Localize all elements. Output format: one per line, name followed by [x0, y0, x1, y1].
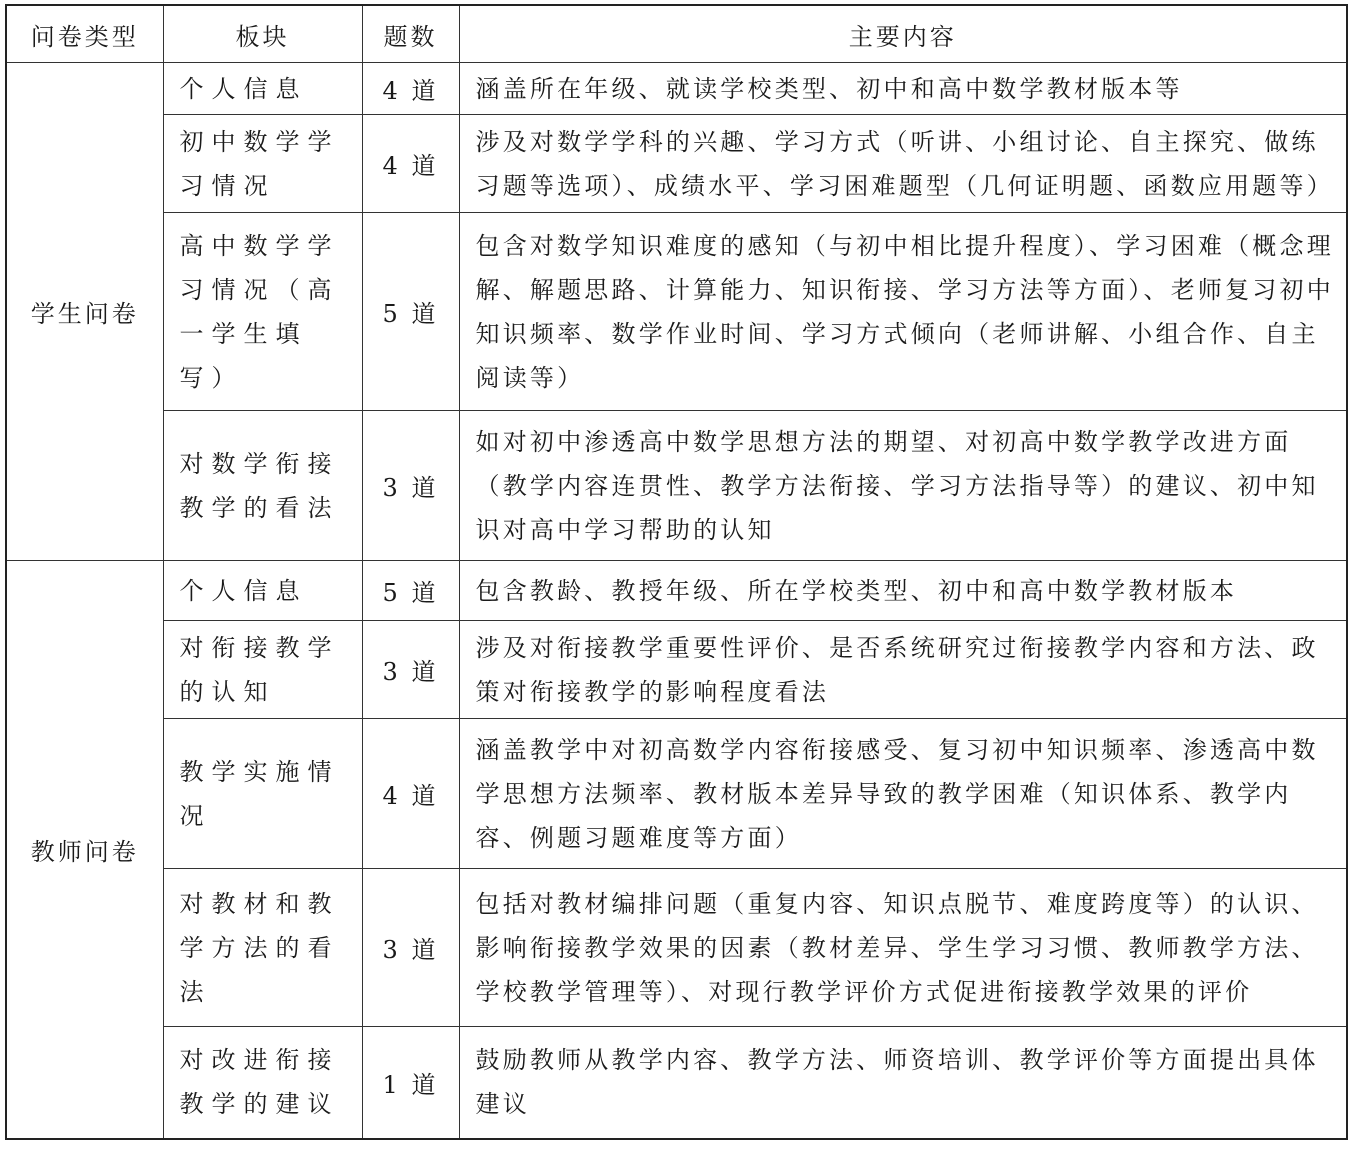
section-cell: 高中数学学习情况（高一学生填写）	[163, 213, 362, 411]
count-cell: 3 道	[362, 621, 459, 719]
count-cell: 3 道	[362, 869, 459, 1027]
header-section: 板块	[163, 5, 362, 63]
content-cell: 涉及对衔接教学重要性评价、是否系统研究过衔接教学内容和方法、政策对衔接教学的影响程度看法	[459, 621, 1347, 719]
content-cell: 涵盖所在年级、就读学校类型、初中和高中数学教材版本等	[459, 63, 1347, 115]
table-row	[6, 115, 1347, 213]
table-row	[6, 561, 1347, 621]
table-row	[6, 621, 1347, 719]
section-cell: 对教材和教学方法的看法	[163, 869, 362, 1027]
section-cell: 个人信息	[163, 63, 362, 115]
table-row	[6, 63, 1347, 115]
count-cell: 1 道	[362, 1027, 459, 1139]
table-row	[6, 719, 1347, 869]
table-row	[6, 1027, 1347, 1139]
count-cell: 5 道	[362, 561, 459, 621]
count-cell: 4 道	[362, 115, 459, 213]
content-cell: 包括对教材编排问题（重复内容、知识点脱节、难度跨度等）的认识、影响衔接教学效果的因素（教材差异、学生学习习惯、教师教学方法、学校教学管理等）、对现行教学评价方式促进衔接教学效果的评价	[459, 869, 1347, 1027]
table-header-row	[6, 5, 1347, 63]
section-cell: 对数学衔接教学的看法	[163, 411, 362, 561]
count-cell: 4 道	[362, 719, 459, 869]
content-cell: 涵盖教学中对初高数学内容衔接感受、复习初中知识频率、渗透高中数学思想方法频率、教材版本差异导致的教学困难（知识体系、教学内容、例题习题难度等方面）	[459, 719, 1347, 869]
section-cell: 对衔接教学的认知	[163, 621, 362, 719]
content-cell: 鼓励教师从教学内容、教学方法、师资培训、教学评价等方面提出具体建议	[459, 1027, 1347, 1139]
header-type: 问卷类型	[6, 5, 163, 63]
section-cell: 教学实施情况	[163, 719, 362, 869]
header-content: 主要内容	[459, 5, 1347, 63]
section-cell: 初中数学学习情况	[163, 115, 362, 213]
content-cell: 如对初中渗透高中数学思想方法的期望、对初高中数学教学改进方面（教学内容连贯性、教学方法衔接、学习方法指导等）的建议、初中知识对高中学习帮助的认知	[459, 411, 1347, 561]
count-cell: 3 道	[362, 411, 459, 561]
type-cell-teacher: 教师问卷	[6, 561, 163, 1139]
content-cell: 包含对数学知识难度的感知（与初中相比提升程度）、学习困难（概念理解、解题思路、计算能力、知识衔接、学习方法等方面）、老师复习初中知识频率、数学作业时间、学习方式倾向（老师讲解、小组合作、自主阅读等）	[459, 213, 1347, 411]
content-cell: 涉及对数学学科的兴趣、学习方式（听讲、小组讨论、自主探究、做练习题等选项）、成绩水平、学习困难题型（几何证明题、函数应用题等）	[459, 115, 1347, 213]
table-row	[6, 869, 1347, 1027]
table-row	[6, 411, 1347, 561]
count-cell: 4 道	[362, 63, 459, 115]
section-cell: 对改进衔接教学的建议	[163, 1027, 362, 1139]
type-cell-student: 学生问卷	[6, 63, 163, 561]
header-count: 题数	[362, 5, 459, 63]
questionnaire-table	[5, 4, 1348, 1140]
table-row	[6, 213, 1347, 411]
count-cell: 5 道	[362, 213, 459, 411]
section-cell: 个人信息	[163, 561, 362, 621]
content-cell: 包含教龄、教授年级、所在学校类型、初中和高中数学教材版本	[459, 561, 1347, 621]
